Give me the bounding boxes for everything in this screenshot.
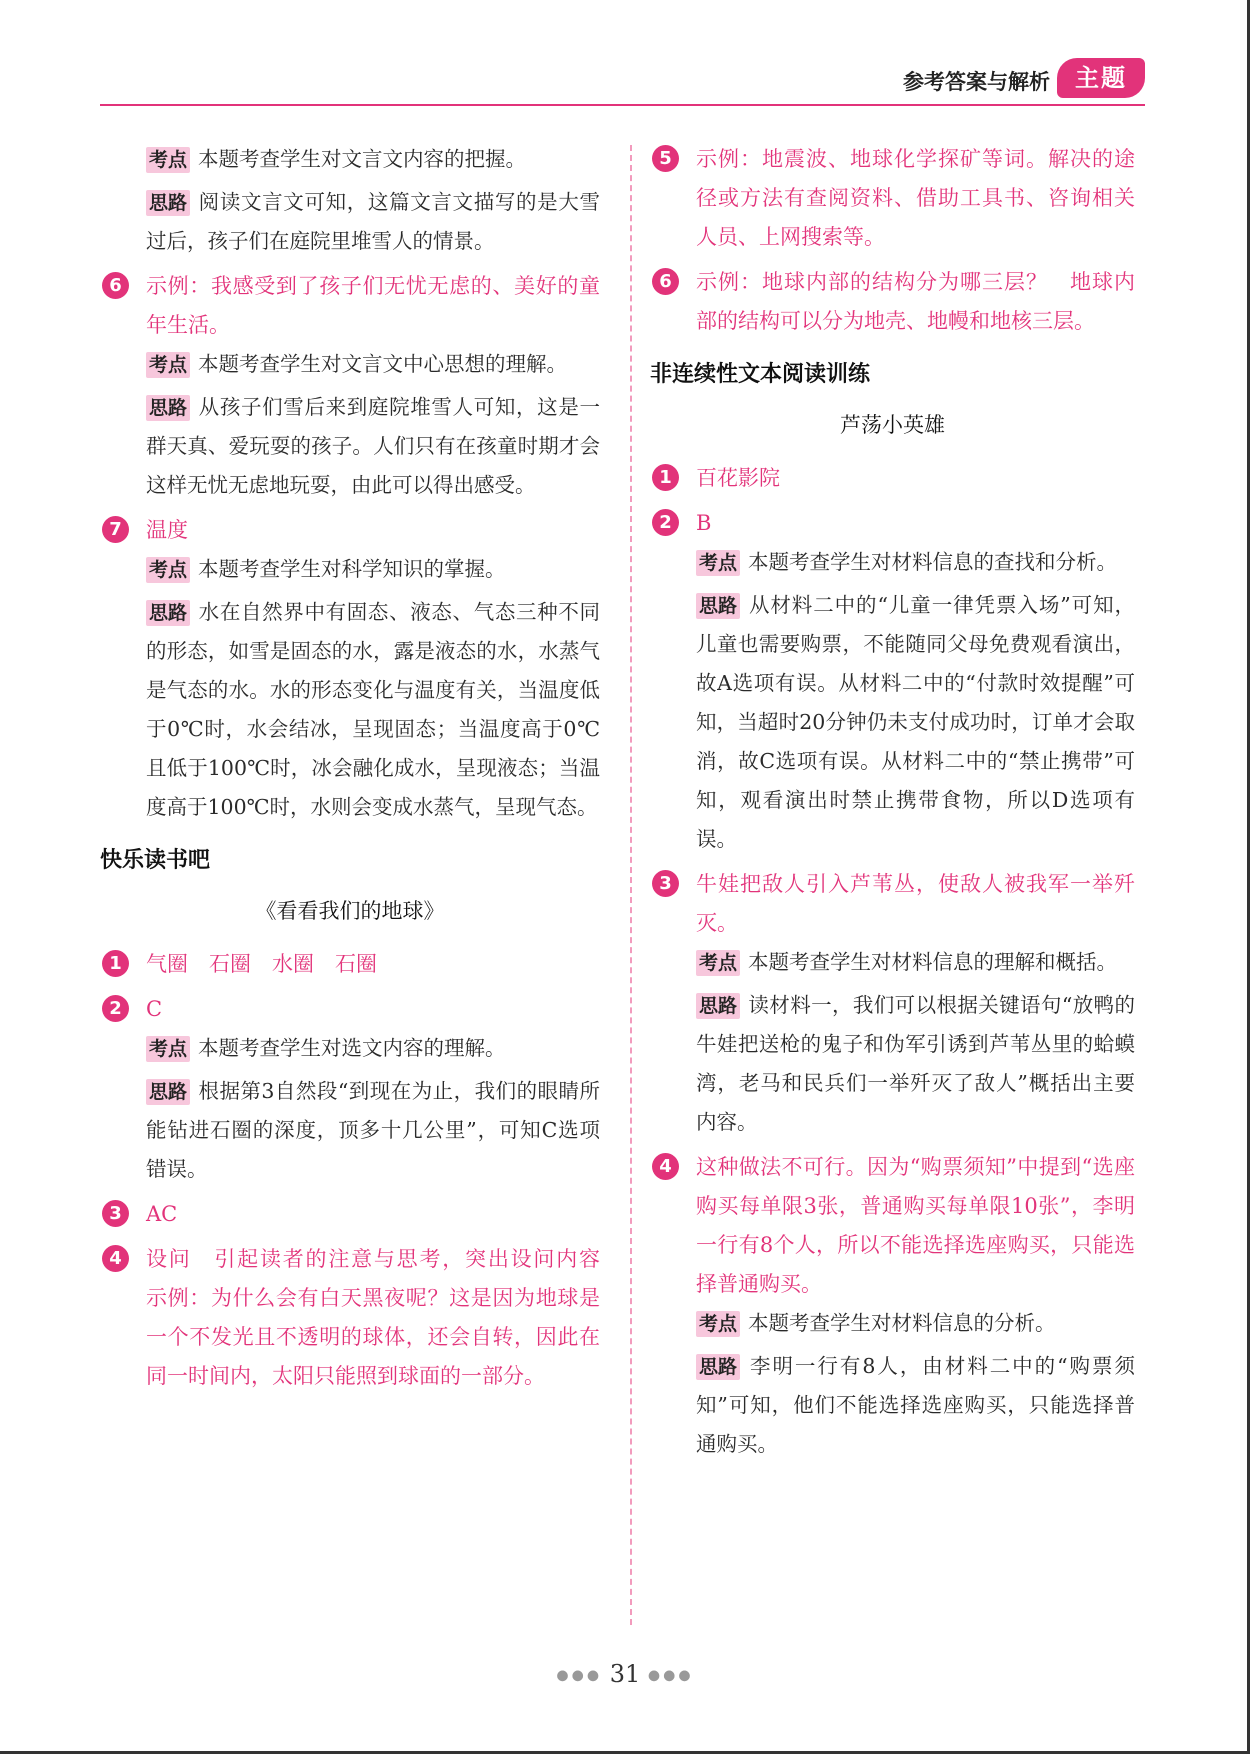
answer-text: 气圈 石圈 水圈 石圈 [146, 952, 377, 976]
kaodian-note [146, 550, 600, 589]
question-number: 7 [102, 516, 129, 543]
question-number: 4 [652, 1153, 679, 1180]
answer-item [650, 865, 1135, 1142]
kaodian-tag: 考点 [146, 147, 190, 173]
silu-note [146, 388, 600, 505]
answer-item [100, 511, 600, 827]
answer-item [100, 1240, 621, 1396]
silu-tag: 思路 [696, 993, 740, 1019]
question-number: 6 [652, 268, 679, 295]
answer-text: AC [146, 1202, 178, 1226]
answer-item [650, 459, 1135, 498]
note-text: 阅读文言文可知，这篇文言文描写的是大雪过后，孩子们在庭院里堆雪人的情景。 [146, 190, 600, 253]
answer-item [100, 1195, 600, 1234]
note-text: 本题考查学生对文言文中心思想的理解。 [198, 352, 568, 376]
kaodian-tag: 考点 [696, 550, 740, 576]
answer-text: B [696, 511, 712, 535]
answer-item [100, 267, 600, 505]
silu-tag: 思路 [696, 1354, 740, 1380]
note-text: 本题考查学生对材料信息的查找和分析。 [748, 550, 1118, 574]
answer-text: 示例：地震波、地球化学探矿等词。解决的途径或方法有查阅资料、借助工具书、咨询相关人员、上网搜索等。 [696, 147, 1135, 249]
silu-tag: 思路 [146, 600, 190, 626]
footer-dots-left: ●●● [556, 1667, 603, 1684]
silu-tag: 思路 [696, 593, 740, 619]
question-number: 2 [652, 509, 679, 536]
header-title: 参考答案与解析 [903, 70, 1050, 94]
silu-tag: 思路 [146, 190, 190, 216]
answer-item [650, 1148, 1135, 1464]
note-text: 从孩子们雪后来到庭院堆雪人可知，这是一群天真、爱玩耍的孩子。人们只有在孩童时期才会这样无忧无虑地玩耍，由此可以得出感受。 [146, 395, 600, 497]
answer-item [100, 140, 600, 261]
answer-item [650, 504, 1135, 859]
answer-item [650, 140, 1135, 257]
book-title: 《看看我们的地球》 [255, 899, 445, 923]
kaodian-note [696, 543, 1135, 582]
kaodian-tag: 考点 [146, 557, 190, 583]
answer-item [650, 263, 1135, 341]
silu-tag: 思路 [146, 395, 190, 421]
header-rule [100, 104, 1145, 106]
page-number: 31 [609, 1660, 641, 1688]
answer-text: 示例：地球内部的结构分为哪三层？ 地球内部的结构可以分为地壳、地幔和地核三层。 [696, 270, 1135, 333]
question-number: 1 [652, 464, 679, 491]
silu-tag: 思路 [146, 1079, 190, 1105]
header-logo: 主题 [1057, 58, 1145, 98]
kaodian-note [146, 140, 600, 179]
question-number: 2 [102, 995, 129, 1022]
kaodian-tag: 考点 [146, 1036, 190, 1062]
kaodian-tag: 考点 [146, 352, 190, 378]
right-column [650, 140, 1135, 1470]
answer-text: 设问 引起读者的注意与思考，突出设问内容 示例：为什么会有白天黑夜呢？这是因为地球是一个不发光且不透明的球体，还会自转，因此在同一时间内，太阳只能照到球面的一部分。 [146, 1247, 621, 1388]
answer-text: 示例：我感受到了孩子们无忧无虑的、美好的童年生活。 [146, 274, 600, 337]
column-divider [630, 145, 632, 1625]
page-footer [0, 1660, 1250, 1688]
story-title: 芦荡小英雄 [840, 413, 945, 437]
note-text: 本题考查学生对材料信息的理解和概括。 [748, 950, 1118, 974]
answer-text: 这种做法不可行。因为“购票须知”中提到“选座购买每单限3张，普通购买每单限10张”，李明一行有8个人，所以不能选择选座购买，只能选择普通购买。 [696, 1155, 1135, 1296]
answer-text: 百花影院 [696, 466, 780, 490]
answer-item [100, 945, 600, 984]
silu-note [696, 586, 1135, 859]
kaodian-tag: 考点 [696, 950, 740, 976]
section-title: 快乐读书吧 [100, 848, 211, 873]
footer-dots-right: ●●● [647, 1667, 694, 1684]
note-text: 读材料一，我们可以根据关键语句“放鸭的牛娃把送枪的鬼子和伪军引诱到芦苇丛里的蛤蟆湾，老马和民兵们一举歼灭了敌人”概括出主要内容。 [696, 993, 1135, 1134]
question-number: 4 [102, 1245, 129, 1272]
answer-text: 牛娃把敌人引入芦苇丛，使敌人被我军一举歼灭。 [696, 872, 1135, 935]
silu-note [146, 183, 600, 261]
kaodian-note [146, 345, 600, 384]
note-text: 李明一行有8人，由材料二中的“购票须知”可知，他们不能选择选座购买，只能选择普通购买。 [696, 1354, 1135, 1456]
note-text: 本题考查学生对文言文内容的把握。 [198, 147, 527, 171]
question-number: 5 [652, 145, 679, 172]
note-text: 从材料二中的“儿童一律凭票入场”可知，儿童也需要购票，不能随同父母免费观看演出，故A选项有误。从材料二中的“付款时效提醒”可知，当超时20分钟仍未支付成功时，订单才会取消，故C选项有误。从材料二中的“禁止携带”可知，观看演出时禁止携带食物，所以D选项有误。 [696, 593, 1135, 851]
silu-note [696, 986, 1135, 1142]
section-title: 非连续性文本阅读训练 [650, 362, 871, 387]
answer-item [100, 990, 600, 1189]
note-text: 本题考查学生对材料信息的分析。 [748, 1311, 1056, 1335]
page-header [100, 58, 1145, 108]
question-number: 1 [102, 950, 129, 977]
silu-note [696, 1347, 1135, 1464]
question-number: 6 [102, 272, 129, 299]
kaodian-note [696, 1304, 1135, 1343]
kaodian-note [146, 1029, 600, 1068]
answer-text: C [146, 997, 163, 1021]
note-text: 水在自然界中有固态、液态、气态三种不同的形态，如雪是固态的水，露是液态的水，水蒸气是气态的水。水的形态变化与温度有关，当温度低于0℃时，水会结冰，呈现固态；当温度高于0℃且低于100℃时，冰会融化成水，呈现液态；当温度高于100℃时，水则会变成水蒸气，呈现气态。 [146, 600, 600, 819]
kaodian-tag: 考点 [696, 1311, 740, 1337]
note-text: 本题考查学生对选文内容的理解。 [198, 1036, 506, 1060]
answer-text: 温度 [146, 518, 188, 542]
silu-note [146, 1072, 600, 1189]
question-number: 3 [102, 1200, 129, 1227]
kaodian-note [696, 943, 1135, 982]
silu-note [146, 593, 600, 827]
question-number: 3 [652, 870, 679, 897]
note-text: 本题考查学生对科学知识的掌握。 [198, 557, 506, 581]
note-text: 根据第3自然段“到现在为止，我们的眼睛所能钻进石圈的深度，顶多十几公里”，可知C选项错误。 [146, 1079, 600, 1181]
left-column [100, 140, 621, 1402]
